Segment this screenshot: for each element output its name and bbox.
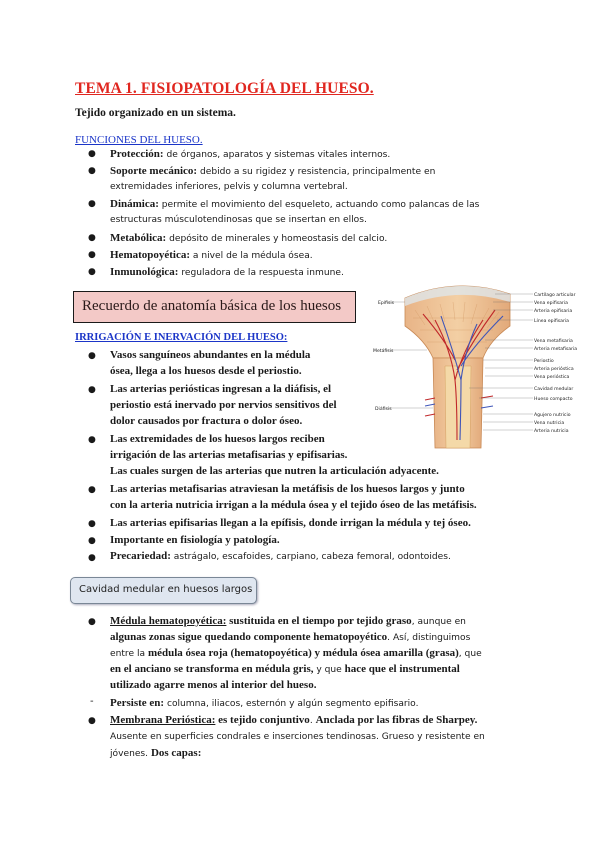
bullet-icon: ●	[88, 617, 96, 627]
list-item-continuation: entre la médula ósea roja (hematopoyética) y médula ósea amarilla (grasa), que	[110, 647, 482, 659]
fig-label: Línea epifisaria	[534, 319, 569, 324]
bone-illustration	[365, 280, 585, 450]
bullet-icon: ●	[88, 199, 96, 209]
fig-label: Arteria perióstica	[534, 367, 574, 372]
list-item: Importante en fisiología y patología.	[110, 534, 280, 546]
list-item: Dinámica: permite el movimiento del esqueleto, actuando como palancas de las	[110, 198, 480, 210]
list-item-continuation: jóvenes. Dos capas:	[110, 747, 202, 759]
list-item-continuation: Las cuales surgen de las arterias que nutren la articulación adyacente.	[110, 465, 439, 477]
page-title: TEMA 1. FISIOPATOLOGÍA DEL HUESO.	[75, 80, 374, 97]
bullet-icon: ●	[88, 435, 96, 445]
list-item: Las arterias periósticas ingresan a la diáfisis, el	[110, 383, 332, 395]
fig-label: Agujero nutricio	[534, 413, 571, 418]
irrigacion-heading: IRRIGACIÓN E INERVACIÓN DEL HUESO:	[75, 332, 288, 343]
bullet-icon: ●	[88, 716, 96, 726]
fig-label: Arteria nutricia	[534, 429, 569, 434]
cavidad-section-title: Cavidad medular en huesos largos	[79, 584, 253, 595]
list-item-continuation: ósea, llega a los huesos desde el periostio.	[110, 365, 302, 377]
list-item: Protección: de órganos, aparatos y sistemas vitales internos.	[110, 148, 391, 160]
list-item: Médula hematopoyética: sustituida en el tiempo por tejido graso, aunque en	[110, 615, 466, 627]
fig-label: Vena epifisaria	[534, 301, 568, 306]
list-item: Precariedad: astrágalo, escafoides, carpiano, cabeza femoral, odontoides.	[110, 550, 451, 562]
fig-label: Vena perióstica	[534, 375, 570, 380]
list-item: Las extremidades de los huesos largos reciben	[110, 433, 325, 445]
list-item-continuation: utilizado agarre menos al interior del hueso.	[110, 679, 317, 691]
dash-bullet: -	[90, 696, 94, 707]
list-item-continuation: extremidades inferiores, pelvis y columna vertebral.	[110, 182, 348, 192]
list-item: Vasos sanguíneos abundantes en la médula	[110, 349, 311, 361]
list-item: Metabólica: depósito de minerales y homeostasis del calcio.	[110, 232, 388, 244]
bullet-icon: ●	[88, 536, 96, 546]
anatomy-section-title: Recuerdo de anatomía básica de los huesos	[82, 298, 342, 314]
bullet-icon: ●	[88, 250, 96, 260]
list-item: Hematopoyética: a nivel de la médula ósea.	[110, 249, 313, 261]
list-item-continuation: Ausente en superficies condrales e inserciones tendinosas. Grueso y resistente en	[110, 732, 485, 742]
bullet-icon: ●	[88, 166, 96, 176]
page-subtitle: Tejido organizado en un sistema.	[75, 107, 236, 119]
list-item-continuation: con la arteria nutricia irrigan a la médula ósea y el tejido óseo de las metáfisis.	[110, 499, 477, 511]
fig-label: Arteria metafisaria	[534, 347, 578, 352]
bullet-icon: ●	[88, 485, 96, 495]
fig-label-diafisis: Diáfisis	[375, 407, 392, 412]
fig-label: Vena nutricia	[534, 421, 565, 426]
fig-label: Cavidad medular	[534, 387, 574, 392]
list-item: Soporte mecánico: debido a su rigidez y resistencia, principalmente en	[110, 165, 436, 177]
funciones-heading: FUNCIONES DEL HUESO.	[75, 134, 203, 146]
bullet-icon: ●	[88, 233, 96, 243]
list-item: Las arterias metafisarias atraviesan la metáfisis de los huesos largos y junto	[110, 483, 465, 495]
list-item-continuation: algunas zonas sigue quedando componente hematopoyético. Así, distinguimos	[110, 631, 471, 643]
list-item-continuation: dolor causados por fractura o dolor óseo.	[110, 415, 303, 427]
fig-label-epifisis: Epífisis	[378, 301, 395, 306]
fig-label-metafisis: Metáfisis	[373, 349, 394, 354]
medullary-cavity-shape	[445, 366, 471, 448]
list-item: Inmunológica: reguladora de la respuesta inmune.	[110, 266, 344, 278]
fig-label: Periostio	[534, 359, 554, 364]
list-item: Persiste en: columna, iliacos, esternón y algún segmento epifisario.	[110, 697, 419, 709]
bullet-icon: ●	[88, 385, 96, 395]
list-item-continuation: periostio está inervado por nervios sensitivos del	[110, 399, 337, 411]
bullet-icon: ●	[88, 149, 96, 159]
bullet-icon: ●	[88, 553, 96, 563]
bullet-icon: ●	[88, 519, 96, 529]
fig-label: Vena metafisaria	[534, 339, 573, 344]
list-item: Membrana Perióstica: es tejido conjuntivo. Anclada por las fibras de Sharpey.	[110, 714, 478, 726]
list-item-continuation: irrigación de las arterias metafisarias y epifisarias.	[110, 449, 348, 461]
fig-label: Arteria epifisaria	[534, 309, 573, 314]
list-item-continuation: estructuras músculotendinosas que se insertan en ellos.	[110, 215, 367, 225]
bullet-icon: ●	[88, 267, 96, 277]
list-item-continuation: en el anciano se transforma en médula gris, y que hace que el instrumental	[110, 663, 460, 675]
list-item: Las arterias epifisarias llegan a la epífisis, donde irrigan la médula y tej óseo.	[110, 517, 471, 529]
bone-anatomy-figure	[365, 280, 585, 450]
cavidad-section-box	[70, 577, 257, 604]
fig-label: Hueso compacto	[534, 397, 573, 402]
fig-label: Cartílago articular	[534, 293, 576, 298]
bullet-icon: ●	[88, 351, 96, 361]
anatomy-section-box	[73, 291, 356, 323]
